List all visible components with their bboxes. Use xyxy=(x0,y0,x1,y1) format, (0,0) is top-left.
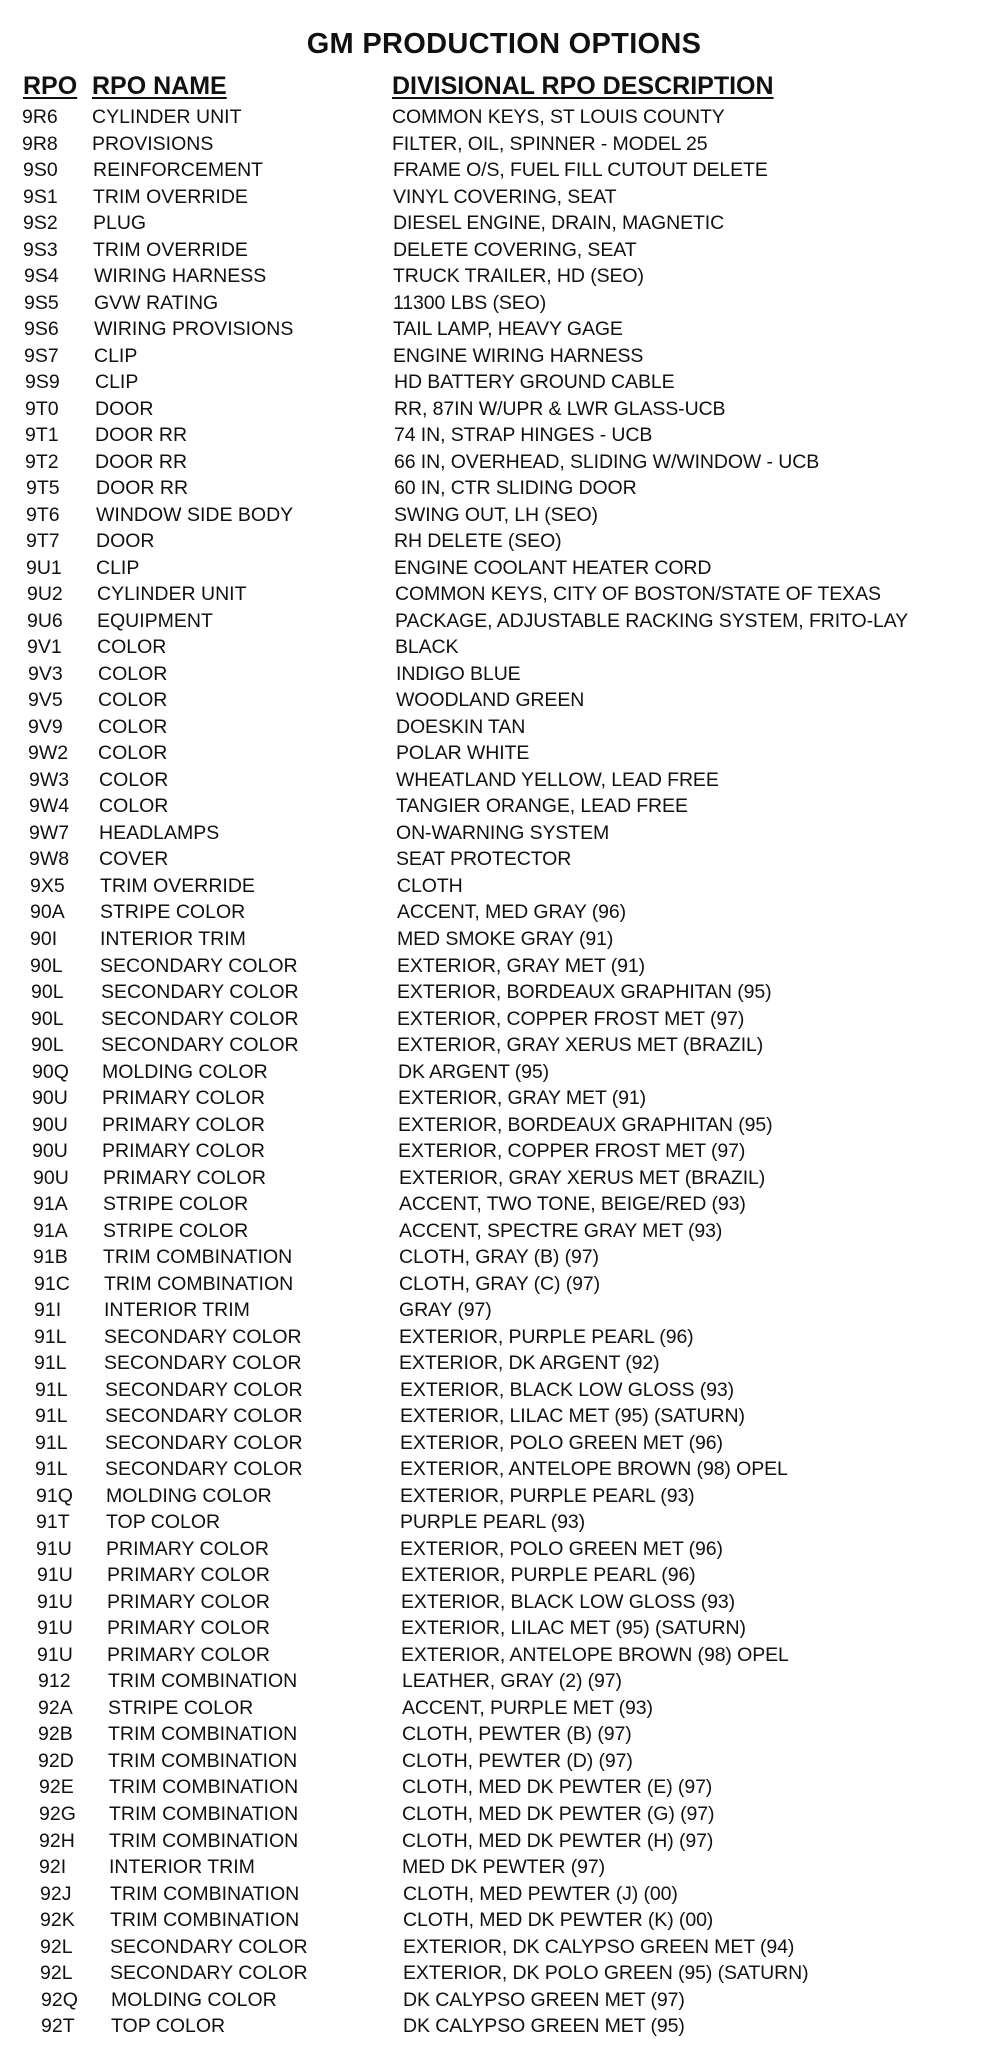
table-row xyxy=(0,1748,1008,1775)
rpo-code: 9T1 xyxy=(25,424,59,447)
rpo-description: SEAT PROTECTOR xyxy=(396,848,572,871)
table-row xyxy=(0,184,1008,211)
rpo-code: 91U xyxy=(37,1643,73,1666)
rpo-name: DOOR RR xyxy=(95,450,188,473)
rpo-code: 90U xyxy=(32,1087,68,1110)
rpo-code: 9V3 xyxy=(28,662,63,685)
rpo-name: DOOR RR xyxy=(95,424,188,447)
rpo-description: CLOTH, GRAY (B) (97) xyxy=(399,1246,599,1269)
rpo-description: 74 IN, STRAP HINGES - UCB xyxy=(394,424,653,447)
rpo-name: SECONDARY COLOR xyxy=(104,1325,302,1348)
table-row xyxy=(0,1032,1008,1059)
rpo-name: STRIPE COLOR xyxy=(103,1219,249,1242)
rpo-name: HEADLAMPS xyxy=(99,821,220,844)
rpo-name: SECONDARY COLOR xyxy=(110,1935,308,1958)
rpo-description: EXTERIOR, LILAC MET (95) (SATURN) xyxy=(401,1617,746,1640)
rpo-description: EXTERIOR, ANTELOPE BROWN (98) OPEL xyxy=(401,1643,789,1666)
rpo-code: 92Q xyxy=(41,1988,78,2011)
rpo-code: 91Q xyxy=(36,1484,73,1507)
rpo-description: FRAME O/S, FUEL FILL CUTOUT DELETE xyxy=(393,159,768,182)
rpo-code: 92L xyxy=(40,1935,73,1958)
rpo-code: 9U1 xyxy=(26,556,62,579)
rpo-code: 9W4 xyxy=(29,795,70,818)
column-header-rpo: RPO xyxy=(23,72,78,100)
table-row xyxy=(0,1854,1008,1881)
rpo-code: 9S2 xyxy=(23,212,58,235)
table-row xyxy=(0,1456,1008,1483)
rpo-name: TRIM COMBINATION xyxy=(109,1776,299,1799)
rpo-name: TOP COLOR xyxy=(111,2015,226,2038)
rpo-code: 91L xyxy=(34,1352,67,1375)
rpo-name: COLOR xyxy=(98,662,168,685)
page-title: GM PRODUCTION OPTIONS xyxy=(306,28,702,60)
rpo-name: PRIMARY COLOR xyxy=(103,1166,266,1189)
rpo-description: EXTERIOR, BLACK LOW GLOSS (93) xyxy=(400,1378,735,1401)
rpo-name: MOLDING COLOR xyxy=(102,1060,268,1083)
table-row xyxy=(0,899,1008,926)
table-row xyxy=(0,502,1008,529)
rpo-code: 90L xyxy=(31,1007,64,1030)
rpo-description: RR, 87IN W/UPR & LWR GLASS-UCB xyxy=(394,397,726,420)
rpo-name: PRIMARY COLOR xyxy=(102,1113,265,1136)
table-row xyxy=(0,157,1008,184)
rpo-description: CLOTH xyxy=(397,874,463,897)
table-row xyxy=(0,1668,1008,1695)
rpo-name: TRIM COMBINATION xyxy=(108,1749,298,1772)
rpo-description: COMMON KEYS, CITY OF BOSTON/STATE OF TEXAS xyxy=(395,583,881,606)
rpo-name: PRIMARY COLOR xyxy=(102,1087,265,1110)
rpo-description: TANGIER ORANGE, LEAD FREE xyxy=(396,795,688,818)
table-row xyxy=(0,263,1008,290)
rpo-description: INDIGO BLUE xyxy=(396,662,521,685)
rpo-name: PROVISIONS xyxy=(92,132,214,155)
rpo-description: DK CALYPSO GREEN MET (97) xyxy=(403,1988,685,2011)
rpo-name: COLOR xyxy=(97,636,167,659)
rpo-code: 91A xyxy=(33,1219,68,1242)
rpo-code: 90U xyxy=(32,1113,68,1136)
rpo-code: 9W2 xyxy=(28,742,69,765)
rpo-description: ACCENT, PURPLE MET (93) xyxy=(402,1696,653,1719)
rpo-name: STRIPE COLOR xyxy=(108,1696,254,1719)
rpo-description: EXTERIOR, BORDEAUX GRAPHITAN (95) xyxy=(398,1113,773,1136)
rpo-code: 9V9 xyxy=(28,715,63,738)
rpo-code: 9T5 xyxy=(26,477,60,500)
table-row xyxy=(0,581,1008,608)
rpo-code: 91C xyxy=(34,1272,70,1295)
rpo-description: EXTERIOR, POLO GREEN MET (96) xyxy=(400,1431,723,1454)
rpo-description: COMMON KEYS, ST LOUIS COUNTY xyxy=(392,106,725,128)
rpo-name: SECONDARY COLOR xyxy=(105,1431,303,1454)
table-row xyxy=(0,237,1008,264)
rpo-code: 91B xyxy=(33,1246,68,1269)
rpo-name: STRIPE COLOR xyxy=(100,901,246,924)
rpo-code: 9R8 xyxy=(22,132,58,155)
table-row xyxy=(0,1138,1008,1165)
rpo-description: EXTERIOR, GRAY XERUS MET (BRAZIL) xyxy=(399,1166,766,1189)
rpo-description: CLOTH, MED DK PEWTER (E) (97) xyxy=(402,1776,713,1799)
rpo-name: SECONDARY COLOR xyxy=(101,1034,299,1057)
table-row xyxy=(0,1695,1008,1722)
rpo-code: 91A xyxy=(33,1193,68,1216)
rpo-code: 9T2 xyxy=(25,450,59,473)
rpo-name: PRIMARY COLOR xyxy=(102,1140,265,1163)
rpo-code: 9S9 xyxy=(25,371,60,394)
table-row xyxy=(0,1059,1008,1086)
rpo-code: 9T0 xyxy=(25,397,59,420)
rpo-name: SECONDARY COLOR xyxy=(101,981,299,1004)
rpo-description: CLOTH, PEWTER (B) (97) xyxy=(402,1723,632,1746)
rpo-code: 92A xyxy=(38,1696,73,1719)
table-row xyxy=(0,316,1008,343)
table-row xyxy=(0,2013,1008,2040)
rpo-name: TRIM COMBINATION xyxy=(104,1272,294,1295)
rpo-name: DOOR RR xyxy=(96,477,189,500)
rpo-name: PLUG xyxy=(93,212,147,235)
rpo-name: MOLDING COLOR xyxy=(111,1988,277,2011)
rpo-name: SECONDARY COLOR xyxy=(105,1378,303,1401)
rpo-name: COLOR xyxy=(99,795,169,818)
rpo-description: EXTERIOR, DK CALYPSO GREEN MET (94) xyxy=(403,1935,795,1958)
rpo-description: CLOTH, MED PEWTER (J) (00) xyxy=(403,1882,678,1905)
rpo-description: BLACK xyxy=(395,636,459,659)
rpo-description: ENGINE COOLANT HEATER CORD xyxy=(394,556,712,579)
rpo-code: 91U xyxy=(37,1564,73,1587)
rpo-description: EXTERIOR, PURPLE PEARL (96) xyxy=(399,1325,694,1348)
rpo-name: SECONDARY COLOR xyxy=(105,1458,303,1481)
rpo-code: 90U xyxy=(32,1140,68,1163)
rpo-code: 90L xyxy=(31,1034,64,1057)
table-row xyxy=(0,1006,1008,1033)
rpo-code: 90U xyxy=(33,1166,69,1189)
rpo-code: 90I xyxy=(30,927,58,950)
rpo-description: EXTERIOR, DK ARGENT (92) xyxy=(399,1352,660,1375)
rpo-name: PRIMARY COLOR xyxy=(106,1537,269,1560)
rpo-description: EXTERIOR, GRAY XERUS MET (BRAZIL) xyxy=(397,1034,764,1057)
rpo-name: TRIM OVERRIDE xyxy=(100,874,255,897)
table-row xyxy=(0,1987,1008,2014)
rpo-code: 92I xyxy=(39,1856,67,1879)
table-row xyxy=(0,661,1008,688)
rpo-description: CLOTH, MED DK PEWTER (H) (97) xyxy=(402,1829,714,1852)
rpo-name: INTERIOR TRIM xyxy=(109,1856,255,1879)
table-row xyxy=(0,1642,1008,1669)
rpo-description: TRUCK TRAILER, HD (SEO) xyxy=(393,265,644,288)
rpo-name: WIRING HARNESS xyxy=(94,265,267,288)
rpo-description: ON-WARNING SYSTEM xyxy=(396,821,610,844)
rpo-code: 9S5 xyxy=(24,291,59,314)
rpo-code: 9V5 xyxy=(28,689,63,712)
rpo-description: FILTER, OIL, SPINNER - MODEL 25 xyxy=(392,132,708,155)
rpo-code: 9W8 xyxy=(29,848,70,871)
rpo-name: TRIM OVERRIDE xyxy=(93,238,248,261)
rpo-code: 91L xyxy=(35,1431,68,1454)
rpo-description: ENGINE WIRING HARNESS xyxy=(393,344,644,367)
rpo-code: 9X5 xyxy=(30,874,65,897)
rpo-code: 92K xyxy=(40,1909,75,1932)
rpo-code: 9T7 xyxy=(26,530,60,553)
table-row xyxy=(0,846,1008,873)
rpo-description: WOODLAND GREEN xyxy=(396,689,585,712)
rpo-name: TOP COLOR xyxy=(106,1511,221,1534)
column-header-description: DIVISIONAL RPO DESCRIPTION xyxy=(392,72,774,100)
table-row xyxy=(0,767,1008,794)
rpo-description: EXTERIOR, ANTELOPE BROWN (98) OPEL xyxy=(400,1458,788,1481)
rpo-code: 91U xyxy=(37,1590,73,1613)
rpo-name: CLIP xyxy=(94,344,138,367)
rpo-code: 9S4 xyxy=(24,265,59,288)
rpo-code: 92G xyxy=(39,1803,76,1825)
table-row xyxy=(0,1377,1008,1404)
rpo-name: GVW RATING xyxy=(94,291,219,314)
rpo-description: MED DK PEWTER (97) xyxy=(402,1856,605,1879)
rpo-code: 91U xyxy=(37,1617,73,1640)
rpo-name: TRIM COMBINATION xyxy=(110,1882,300,1905)
rpo-name: SECONDARY COLOR xyxy=(104,1352,302,1375)
table-row xyxy=(0,953,1008,980)
table-row xyxy=(0,104,1008,131)
rpo-description: LEATHER, GRAY (2) (97) xyxy=(402,1670,622,1693)
rpo-description: EXTERIOR, BORDEAUX GRAPHITAN (95) xyxy=(397,981,772,1004)
rpo-name: INTERIOR TRIM xyxy=(100,927,246,950)
rpo-code: 90L xyxy=(30,954,63,977)
rpo-code: 92L xyxy=(40,1962,73,1985)
rpo-name: TRIM COMBINATION xyxy=(108,1723,298,1746)
rpo-description: GRAY (97) xyxy=(399,1299,492,1322)
rpo-code: 91I xyxy=(34,1299,62,1322)
rpo-description: 66 IN, OVERHEAD, SLIDING W/WINDOW - UCB xyxy=(394,450,820,473)
rpo-description: EXTERIOR, PURPLE PEARL (96) xyxy=(401,1564,696,1587)
table-row xyxy=(0,820,1008,847)
table-row xyxy=(0,1615,1008,1642)
rpo-description: ACCENT, TWO TONE, BEIGE/RED (93) xyxy=(399,1193,746,1216)
rpo-description: CLOTH, GRAY (C) (97) xyxy=(399,1272,600,1295)
rpo-name: DOOR xyxy=(95,397,154,420)
table-row xyxy=(0,740,1008,767)
rpo-name: COLOR xyxy=(98,715,168,738)
rpo-description: POLAR WHITE xyxy=(396,742,530,765)
rpo-description: DK ARGENT (95) xyxy=(398,1060,550,1083)
rpo-name: COLOR xyxy=(99,768,169,791)
table-row xyxy=(0,1721,1008,1748)
rpo-code: 9S7 xyxy=(24,344,59,367)
rpo-code: 91U xyxy=(36,1537,72,1560)
rpo-code: 92B xyxy=(38,1723,73,1746)
rpo-name: TRIM COMBINATION xyxy=(109,1829,299,1852)
table-row xyxy=(0,369,1008,396)
rpo-description: PACKAGE, ADJUSTABLE RACKING SYSTEM, FRITO-LAY xyxy=(395,609,909,632)
table-row xyxy=(0,1828,1008,1855)
table-row xyxy=(0,1350,1008,1377)
rpo-name: STRIPE COLOR xyxy=(103,1193,249,1216)
table-row xyxy=(0,1536,1008,1563)
rpo-code: 9S3 xyxy=(23,238,58,261)
table-row xyxy=(0,1430,1008,1457)
table-row xyxy=(0,555,1008,582)
rpo-name: PRIMARY COLOR xyxy=(107,1643,270,1666)
table-row xyxy=(0,475,1008,502)
table-row xyxy=(0,1907,1008,1934)
rpo-name: SECONDARY COLOR xyxy=(110,1962,308,1985)
rpo-description: EXTERIOR, GRAY MET (91) xyxy=(397,954,646,977)
rpo-name: TRIM COMBINATION xyxy=(108,1670,298,1693)
table-row xyxy=(0,396,1008,423)
rpo-name: PRIMARY COLOR xyxy=(107,1564,270,1587)
rpo-description: EXTERIOR, PURPLE PEARL (93) xyxy=(400,1484,695,1507)
table-row xyxy=(0,1801,1008,1828)
rpo-name: CYLINDER UNIT xyxy=(97,583,247,606)
table-row xyxy=(0,608,1008,635)
rpo-code: 91L xyxy=(35,1458,68,1481)
table-row xyxy=(0,926,1008,953)
rpo-name: TRIM OVERRIDE xyxy=(93,185,248,208)
table-row xyxy=(0,714,1008,741)
table-row xyxy=(0,1085,1008,1112)
rpo-code: 9T6 xyxy=(26,503,60,526)
rpo-code: 90A xyxy=(30,901,65,924)
rpo-name: CLIP xyxy=(96,556,140,579)
rpo-name: COLOR xyxy=(98,689,168,712)
rpo-code: 92T xyxy=(41,2015,75,2038)
rpo-code: 9U2 xyxy=(27,583,63,606)
table-row xyxy=(0,1297,1008,1324)
rpo-description: EXTERIOR, DK POLO GREEN (95) (SATURN) xyxy=(403,1962,809,1985)
rpo-description: EXTERIOR, GRAY MET (91) xyxy=(398,1087,647,1110)
rpo-name: SECONDARY COLOR xyxy=(105,1405,303,1428)
rpo-name: WIRING PROVISIONS xyxy=(94,318,294,341)
rpo-name: DOOR xyxy=(96,530,155,553)
rpo-name: REINFORCEMENT xyxy=(93,159,264,182)
rpo-code: 92D xyxy=(38,1749,74,1772)
table-row xyxy=(0,1934,1008,1961)
rpo-description: ACCENT, MED GRAY (96) xyxy=(397,901,627,924)
rpo-name: MOLDING COLOR xyxy=(106,1484,272,1507)
rpo-code: 91L xyxy=(35,1405,68,1428)
rpo-code: 912 xyxy=(38,1670,71,1693)
table-row xyxy=(0,1271,1008,1298)
rpo-description: EXTERIOR, LILAC MET (95) (SATURN) xyxy=(400,1405,745,1428)
rpo-description: DOESKIN TAN xyxy=(396,715,526,738)
rpo-name: EQUIPMENT xyxy=(97,609,213,632)
rpo-description: DELETE COVERING, SEAT xyxy=(393,238,637,261)
rpo-name: CYLINDER UNIT xyxy=(92,106,242,128)
rpo-code: 92E xyxy=(39,1776,74,1799)
rpo-code: 92J xyxy=(40,1882,72,1905)
table-row xyxy=(0,449,1008,476)
rpo-description: 60 IN, CTR SLIDING DOOR xyxy=(394,477,637,500)
table-row xyxy=(0,1589,1008,1616)
table-row xyxy=(0,1562,1008,1589)
table-row xyxy=(0,1509,1008,1536)
rpo-description: WHEATLAND YELLOW, LEAD FREE xyxy=(396,768,719,791)
rpo-description: EXTERIOR, COPPER FROST MET (97) xyxy=(397,1007,745,1030)
table-row xyxy=(0,1960,1008,1987)
rpo-name: COVER xyxy=(99,848,169,871)
table-row xyxy=(0,793,1008,820)
rpo-code: 92H xyxy=(39,1829,75,1852)
rpo-code: 9V1 xyxy=(27,636,62,659)
table-row xyxy=(0,1403,1008,1430)
rpo-code: 9S6 xyxy=(24,318,59,341)
rpo-name: PRIMARY COLOR xyxy=(107,1590,270,1613)
rpo-code: 9W3 xyxy=(29,768,70,791)
table-row xyxy=(0,290,1008,317)
table-row xyxy=(0,1244,1008,1271)
rpo-name: WINDOW SIDE BODY xyxy=(96,503,294,526)
rpo-code: 91L xyxy=(35,1378,68,1401)
table-row xyxy=(0,422,1008,449)
rpo-description: CLOTH, MED DK PEWTER (G) (97) xyxy=(402,1803,715,1825)
rpo-description: PURPLE PEARL (93) xyxy=(400,1511,586,1534)
rpo-code: 91T xyxy=(36,1511,70,1534)
table-row xyxy=(0,1218,1008,1245)
rpo-name: INTERIOR TRIM xyxy=(104,1299,250,1322)
rpo-description: EXTERIOR, COPPER FROST MET (97) xyxy=(398,1140,746,1163)
rpo-description: VINYL COVERING, SEAT xyxy=(393,185,617,208)
options-table xyxy=(0,104,1008,2040)
rpo-code: 9S0 xyxy=(23,159,58,182)
table-row xyxy=(0,1483,1008,1510)
table-row xyxy=(0,979,1008,1006)
table-row xyxy=(0,1112,1008,1139)
rpo-name: COLOR xyxy=(98,742,168,765)
rpo-name: TRIM COMBINATION xyxy=(103,1246,293,1269)
rpo-description: DK CALYPSO GREEN MET (95) xyxy=(403,2015,685,2038)
rpo-code: 90L xyxy=(31,981,64,1004)
rpo-code: 9U6 xyxy=(27,609,63,632)
rpo-description: CLOTH, PEWTER (D) (97) xyxy=(402,1749,633,1772)
table-row xyxy=(0,343,1008,370)
table-row xyxy=(0,210,1008,237)
table-row xyxy=(0,1774,1008,1801)
rpo-name: PRIMARY COLOR xyxy=(107,1617,270,1640)
rpo-description: CLOTH, MED DK PEWTER (K) (00) xyxy=(403,1909,714,1932)
rpo-description: EXTERIOR, BLACK LOW GLOSS (93) xyxy=(401,1590,736,1613)
table-row xyxy=(0,528,1008,555)
table-row xyxy=(0,1191,1008,1218)
table-row xyxy=(0,687,1008,714)
column-header-rpo-name: RPO NAME xyxy=(92,72,227,100)
rpo-code: 90Q xyxy=(32,1060,69,1083)
table-row xyxy=(0,634,1008,661)
table-row xyxy=(0,873,1008,900)
rpo-name: SECONDARY COLOR xyxy=(100,954,298,977)
rpo-description: RH DELETE (SEO) xyxy=(394,530,562,553)
rpo-code: 9S1 xyxy=(23,185,58,208)
rpo-name: TRIM COMBINATION xyxy=(109,1803,299,1825)
rpo-name: TRIM COMBINATION xyxy=(110,1909,300,1932)
rpo-name: CLIP xyxy=(95,371,139,394)
rpo-code: 9W7 xyxy=(29,821,70,844)
table-row xyxy=(0,1881,1008,1908)
rpo-description: MED SMOKE GRAY (91) xyxy=(397,927,614,950)
rpo-description: DIESEL ENGINE, DRAIN, MAGNETIC xyxy=(393,212,725,235)
rpo-description: ACCENT, SPECTRE GRAY MET (93) xyxy=(399,1219,723,1242)
table-row xyxy=(0,131,1008,158)
rpo-description: EXTERIOR, POLO GREEN MET (96) xyxy=(400,1537,723,1560)
table-row xyxy=(0,1165,1008,1192)
rpo-name: SECONDARY COLOR xyxy=(101,1007,299,1030)
table-row xyxy=(0,1324,1008,1351)
rpo-description: TAIL LAMP, HEAVY GAGE xyxy=(393,318,623,341)
rpo-code: 9R6 xyxy=(22,106,58,128)
rpo-description: HD BATTERY GROUND CABLE xyxy=(394,371,675,394)
rpo-code: 91L xyxy=(34,1325,67,1348)
rpo-description: 11300 LBS (SEO) xyxy=(393,291,547,314)
rpo-description: SWING OUT, LH (SEO) xyxy=(394,503,598,526)
